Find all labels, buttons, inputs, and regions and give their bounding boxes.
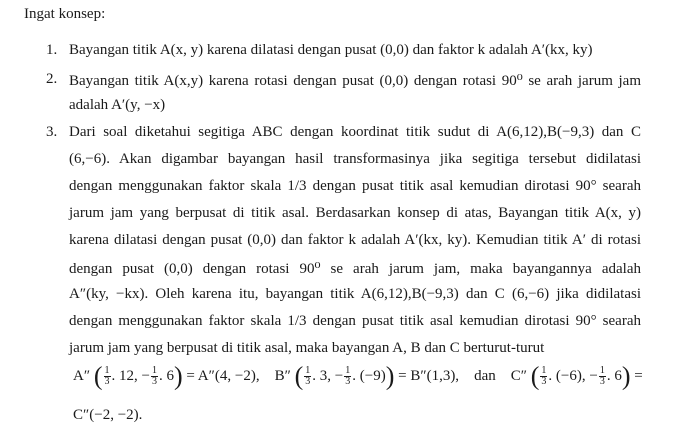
fraction-one-third: $\frac{1}{3}$ <box>151 365 157 387</box>
fraction-one-third: $\frac{1}{3}$ <box>305 365 311 387</box>
item-number: 1. <box>46 42 58 58</box>
formula-b-part1: . 3, − <box>312 367 344 384</box>
formula-a-part2: . 6 <box>158 367 174 384</box>
item-line: karena dilatasi dengan pusat (0,0) dan faktor k adalah A′(kx, ky). Kemudian titik A′ di rotasi <box>69 232 641 248</box>
formula-b-label: B″ <box>274 367 291 384</box>
formula-c-part2: . 6 <box>606 367 622 384</box>
item-number: 2. <box>46 71 58 87</box>
formula-b-part2: . (−9) <box>352 367 386 384</box>
item-number: 3. <box>46 124 58 140</box>
paren-close: ) <box>173 361 183 391</box>
fraction-one-third: $\frac{1}{3}$ <box>345 365 351 387</box>
item-line: jarum jam yang berpusat di titik asal, maka bayangan A, B dan C berturut-turut <box>69 340 545 356</box>
formula-c-equals: = <box>634 367 643 384</box>
item-line: dengan pusat (0,0) dengan rotasi 90⁰ se arah jarum jam, maka bayangannya adalah <box>69 261 641 277</box>
formula-dan: dan <box>474 367 496 384</box>
formula-a-result: = A″(4, −2), <box>186 367 260 384</box>
item-line: Bayangan titik A(x, y) karena dilatasi dengan pusat (0,0) dan faktor k adalah A′(kx, ky) <box>69 42 593 58</box>
formula-a-part1: . 12, − <box>111 367 150 384</box>
fraction-one-third: $\frac{1}{3}$ <box>541 365 547 387</box>
formula-c-label: C″ <box>510 367 527 384</box>
paren-open: ( <box>530 361 540 391</box>
fraction-one-third: $\frac{1}{3}$ <box>599 365 605 387</box>
formula-a-label: A″ <box>73 367 91 384</box>
item-line: adalah A′(y, −x) <box>69 97 166 113</box>
formula-last-line: C″(−2, −2). <box>73 407 143 423</box>
paren-close: ) <box>621 361 631 391</box>
heading: Ingat konsep: <box>24 6 106 22</box>
fraction-one-third: $\frac{1}{3}$ <box>104 365 110 387</box>
item-line: Bayangan titik A(x,y) karena rotasi dengan pusat (0,0) dengan rotasi 90⁰ se arah jarum jam <box>69 73 641 89</box>
paren-open: ( <box>93 361 103 391</box>
item-line: Dari soal diketahui segitiga ABC dengan koordinat titik sudut di A(6,12),B(−9,3) dan C <box>69 124 641 140</box>
item-line: dengan menggunakan faktor skala 1/3 dengan pusat titik asal kemudian dirotasi 90° searah <box>69 178 641 194</box>
formula-b-result: = B″(1,3), <box>398 367 460 384</box>
paren-open: ( <box>294 361 304 391</box>
formula-line <box>73 361 643 391</box>
item-line: dengan menggunakan faktor skala 1/3 dengan pusat titik asal kemudian dirotasi 90° searah <box>69 313 641 329</box>
item-line: (6,−6). Akan digambar bayangan hasil transformasinya jika segitiga tersebut didilatasi <box>69 151 641 167</box>
formula-c-part1: . (−6), − <box>548 367 598 384</box>
item-line: jarum jam yang berpusat di titik asal. Berdasarkan konsep di atas, Bayangan titik A(x, y) <box>69 205 641 221</box>
paren-close: ) <box>385 361 395 391</box>
item-line: A″(ky, −kx). Oleh karena itu, bayangan titik A(6,12),B(−9,3) dan C (6,−6) jika didilatasi <box>69 286 641 302</box>
